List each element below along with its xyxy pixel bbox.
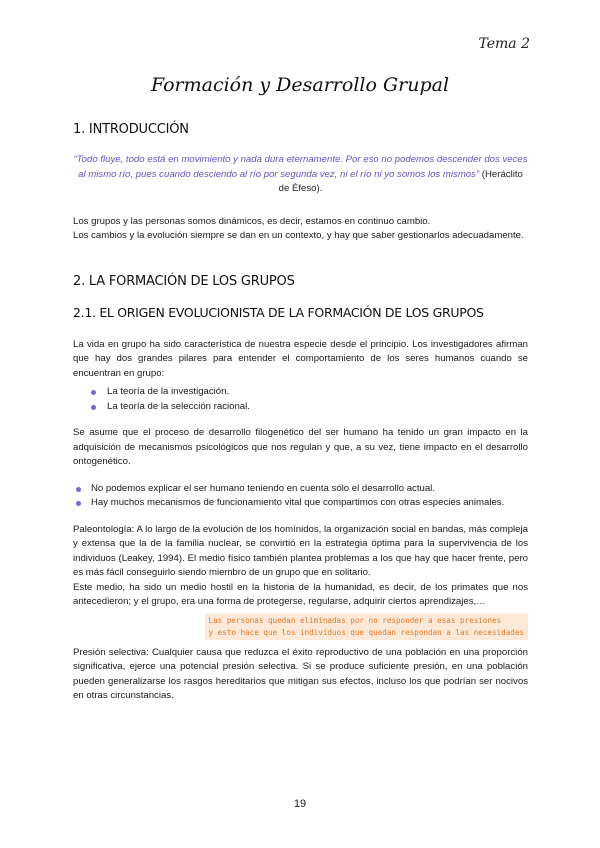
paragraph-paleontologia: Paleontología: A lo largo de la evolución de los homínidos, la organización social en bandas, más compleja y extensa que la de la familia nuclear, se convirtió en la estrategia óptima para la supervivencia de los individuos (Leakey, 1994). El medio físico también plantea problemas a los que hay que hacer frente, pero es más fácil conseguirlo siendo miembro de un grupo que en solitario. xyxy=(73,523,528,578)
note-line: Las personas quedan eliminadas por no responder a esas presiones xyxy=(208,615,502,625)
page-title: Formación y Desarrollo Grupal xyxy=(150,74,450,96)
list-item: Hay muchos mecanismos de funcionamiento vital que compartimos con otras especies animales. xyxy=(73,496,528,511)
list-item: La teoría de la investigación. xyxy=(73,385,528,400)
chapter-label: Tema 2 xyxy=(478,36,530,52)
list-item: No podemos explicar el ser humano teniendo en cuenta sólo el desarrollo actual. xyxy=(73,482,528,497)
page-number: 19 xyxy=(293,798,307,810)
bullet-list xyxy=(73,482,528,511)
paragraph: Se asume que el proceso de desarrollo filogenético del ser humano ha tenido un gran impacto en la adquisición de mecanismos psicológicos que nos regulan y que, a su vez, tiene impacto en el desarrollo ontogenético. xyxy=(73,427,528,467)
paragraph: Este medio, ha sido un medio hostil en la historia de la humanidad, es decir, de los primates que nos antecedieron; y el grupo, era una forma de protegerse, regularse, adquirir ciertos aprendizajes,… xyxy=(73,581,528,607)
quote-author: (Heráclito de Éfeso). xyxy=(278,168,523,194)
paragraph: La vida en grupo ha sido característica de nuestra especie desde el principio. Los investigadores afirman que hay dos grandes pilares para entender el comportamiento de los seres humanos cuando se encuentran en grupo: xyxy=(73,338,528,379)
subsection-heading: 2.1. EL ORIGEN EVOLUCIONISTA DE LA FORMACIÓN DE LOS GRUPOS xyxy=(73,304,484,320)
section-heading-formacion: 2. LA FORMACIÓN DE LOS GRUPOS xyxy=(73,273,295,289)
paragraph: Los grupos y las personas somos dinámicos, es decir, estamos en continuo cambio. xyxy=(73,215,431,227)
quote-text: “Todo fluye, todo está en movimiento y nada dura eternamente. Por eso no podemos descender dos veces al mismo río, pues cuando desciendo al río por segunda vez, ni el río ni yo somos los mismos” xyxy=(73,154,528,180)
note-line: y esto hace que los individuos que quedan respondan a las necesidades xyxy=(208,627,524,637)
document-body xyxy=(73,122,528,704)
quote-block xyxy=(73,153,528,197)
paragraph: Los cambios y la evolución siempre se dan en un contexto, y hay que saber gestionarlos adecuadamente. xyxy=(73,230,524,241)
handwritten-note xyxy=(73,614,528,640)
bullet-list xyxy=(73,385,528,414)
list-item: La teoría de la selección racional. xyxy=(73,400,528,415)
paragraph-presion-selectiva: Presión selectiva: Cualquier causa que reduzca el éxito reproductivo de una población en una proporción significativa, ejerce una potencial presión selectiva. Si se produce suficiente presión, en una población pueden generalizarse los rasgos hereditarios que mitigan sus efectos, incluso los que podrían ser nocivos en otras circunstancias. xyxy=(73,646,528,701)
section-heading-introduccion: 1. INTRODUCCIÓN xyxy=(73,122,189,137)
